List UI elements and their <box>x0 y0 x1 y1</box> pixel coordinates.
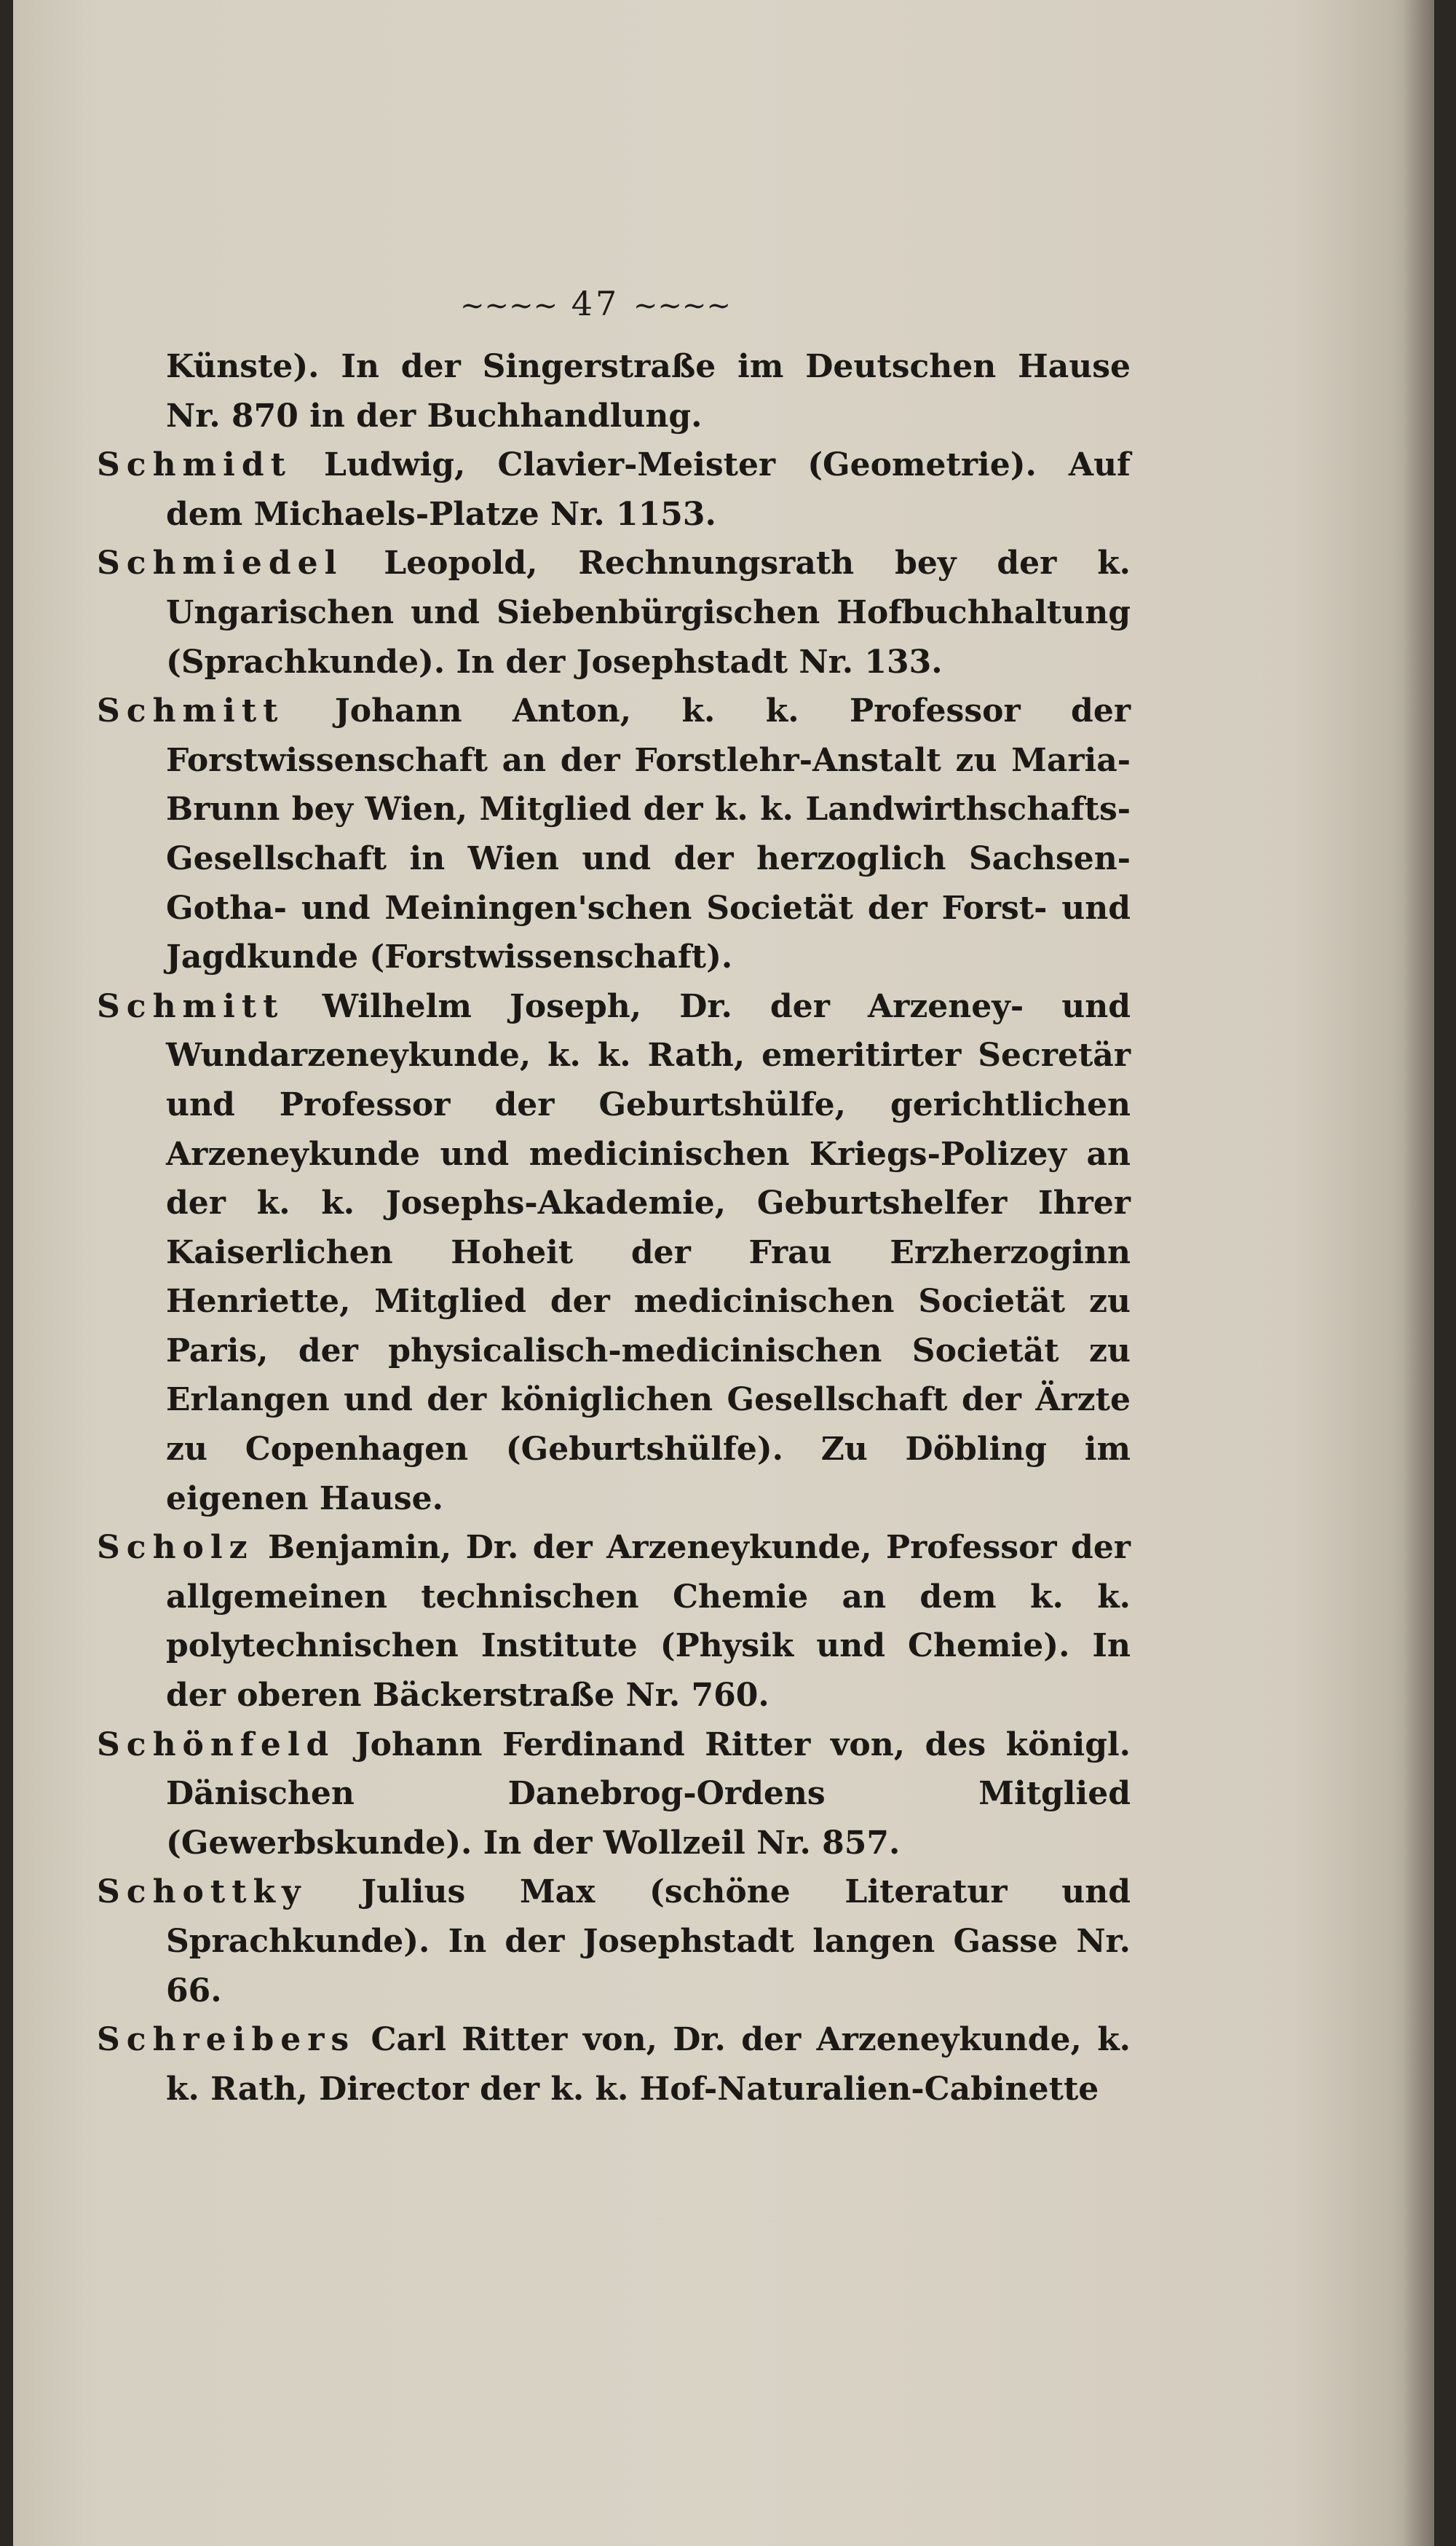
entry-name: Schmiedel <box>97 545 344 582</box>
ornament-left: ~~~~ <box>460 289 558 323</box>
list-item <box>97 1523 1131 1720</box>
page-body <box>97 342 1131 2114</box>
entry-text: Julius Max (schöne Literatur und Sprachkunde). In der Josephstadt langen Gasse Nr. 66. <box>166 1873 1131 2009</box>
entry-name: Scholz <box>97 1529 254 1567</box>
entry-name: Schottky <box>97 1873 307 1911</box>
entry-text: Ludwig, Clavier-Meister (Geometrie). Auf dem Michaels-Platze Nr. 1153. <box>166 446 1131 533</box>
entry-name: Schmidt <box>97 446 292 484</box>
entry-name: Schönfeld <box>97 1725 336 1763</box>
list-item <box>97 440 1131 539</box>
list-item <box>97 342 1131 440</box>
list-item <box>97 1867 1131 2015</box>
entry-name: Schmitt <box>97 692 285 730</box>
list-item <box>97 982 1131 1524</box>
page-number: 47 <box>571 284 620 323</box>
page-header <box>421 284 770 323</box>
entry-text: Johann Anton, k. k. Professor der Forstwissenschaft an der Forstlehr-Anstalt zu Maria-Brunn bey Wien, Mitglied der k. k. Landwirthschafts-Gesellschaft in Wien und der herzoglich Sachsen-Gotha- und Meiningen'schen Societät der Forst- und Jagdkunde (Forstwissenschaft). <box>166 692 1131 976</box>
entry-text: Johann Ferdinand Ritter von, des königl. Dänischen Danebrog-Ordens Mitglied (Gewerbskunde). In der Wollzeil Nr. 857. <box>166 1725 1131 1862</box>
list-item <box>97 2015 1131 2114</box>
entry-text: Wilhelm Joseph, Dr. der Arzeney- und Wundarzeneykunde, k. k. Rath, emeritirter Secretär und Professor der Geburtshülfe, gerichtlichen Arzeneykunde und medicinischen Kriegs-Polizey an der k. k. Josephs-Akademie, Geburtshelfer Ihrer Kaiserlichen Hoheit der Frau Erzherzoginn Henriette, Mitglied der medicinischen Societät zu Paris, der physicalisch-medicinischen Societät zu Erlangen und der königlichen Gesellschaft der Ärzte zu Copenhagen (Geburtshülfe). Zu Döbling im eigenen Hause. <box>166 987 1131 1517</box>
list-item <box>97 539 1131 687</box>
list-item <box>97 1720 1131 1868</box>
entry-text: Benjamin, Dr. der Arzeneykunde, Professor der allgemeinen technischen Chemie an dem k. k. polytechnischen Institute (Physik und Chemie). In der oberen Bäckerstraße Nr. 760. <box>166 1529 1131 1715</box>
entry-name: Schmitt <box>97 987 285 1025</box>
book-page <box>13 0 1434 2546</box>
ornament-right: ~~~~ <box>633 289 731 323</box>
entry-text: Leopold, Rechnungsrath bey der k. Ungarischen und Siebenbürgischen Hofbuchhaltung (Sprachkunde). In der Josephstadt Nr. 133. <box>166 545 1131 681</box>
entry-name: Schreibers <box>97 2021 356 2059</box>
entry-text: Künste). In der Singerstraße im Deutschen Hause Nr. 870 in der Buchhandlung. <box>166 348 1131 435</box>
entry-text: Carl Ritter von, Dr. der Arzeneykunde, k. k. Rath, Director der k. k. Hof-Naturalien-Cabinette <box>166 2021 1131 2108</box>
list-item <box>97 687 1131 982</box>
